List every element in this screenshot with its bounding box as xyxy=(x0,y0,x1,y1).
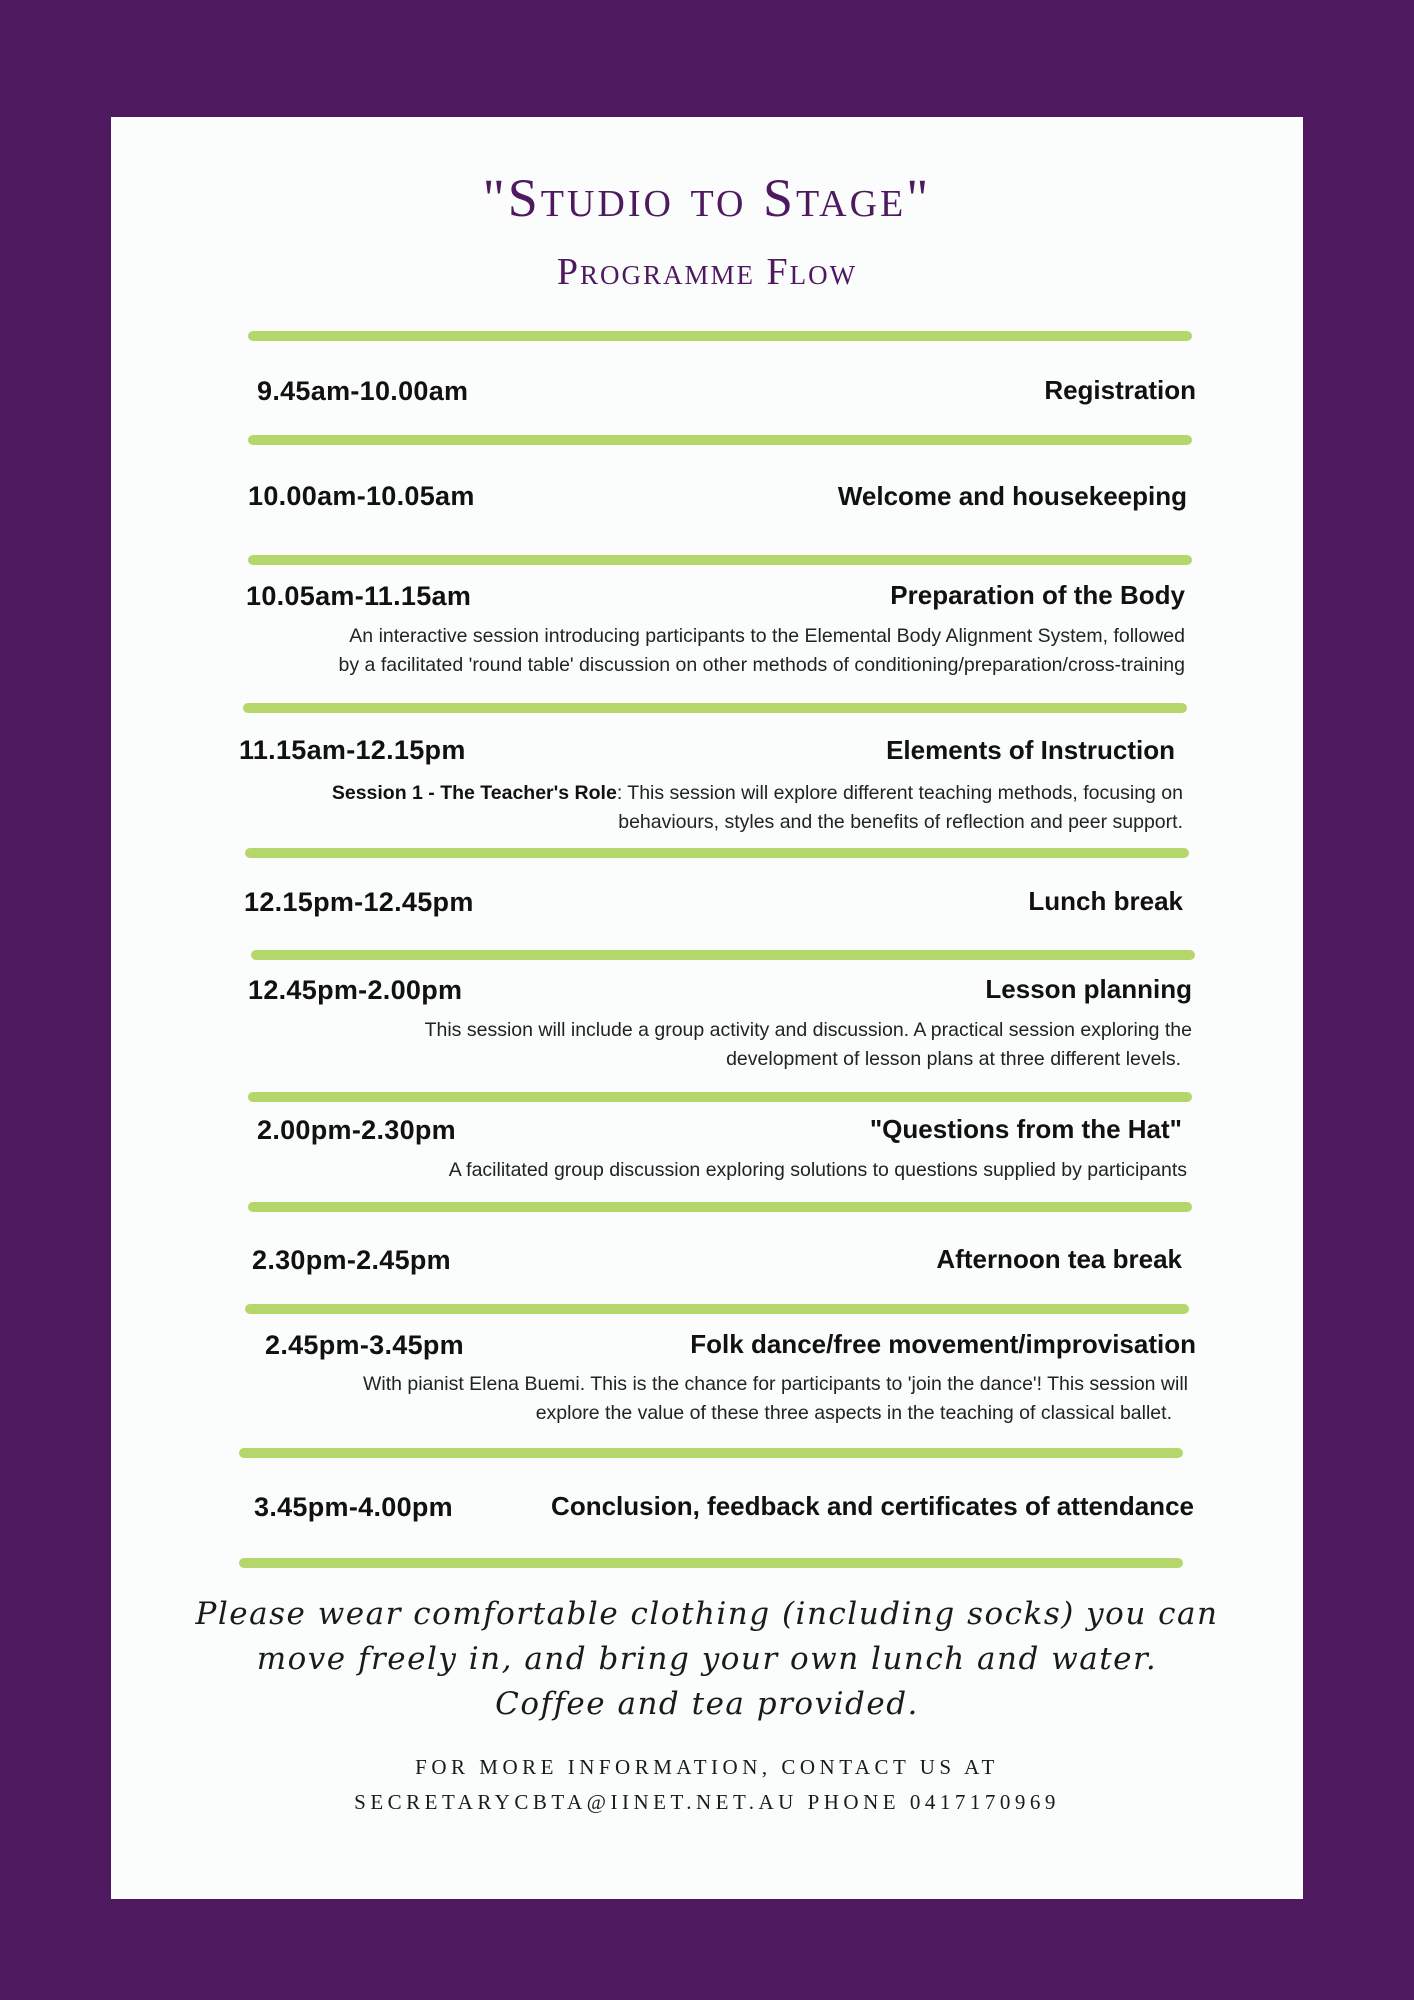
schedule-event: Lesson planning xyxy=(985,974,1192,1004)
divider xyxy=(245,1304,1189,1314)
note-line: move freely in, and bring your own lunch and water. xyxy=(256,1641,1158,1677)
contact-info xyxy=(111,1750,1303,1820)
contact-email-phone: SECRETARYCBTA@IINET.NET.AU PHONE 0417170969 xyxy=(354,1790,1060,1814)
note-line: Coffee and tea provided. xyxy=(495,1686,919,1722)
note-line: Please wear comfortable clothing (including socks) you can xyxy=(195,1596,1219,1632)
session-title: Session 1 - The Teacher's Role xyxy=(331,782,617,804)
schedule-time: 9.45am-10.00am xyxy=(257,376,469,406)
schedule-event: Afternoon tea break xyxy=(936,1244,1182,1274)
schedule-event: Folk dance/free movement/improvisation xyxy=(690,1329,1196,1359)
divider xyxy=(248,331,1192,341)
schedule-description xyxy=(449,1156,1187,1185)
schedule-event: "Questions from the Hat" xyxy=(869,1114,1182,1144)
divider xyxy=(245,848,1189,858)
description-line: An interactive session introducing participants to the Elemental Body Alignment System, followed xyxy=(349,625,1185,647)
schedule-description xyxy=(339,622,1185,680)
schedule-time: 11.15am-12.15pm xyxy=(239,735,466,765)
schedule-time: 10.00am-10.05am xyxy=(248,481,475,511)
schedule-description xyxy=(425,1016,1192,1074)
schedule-event: Elements of Instruction xyxy=(886,735,1175,765)
description-line: behaviours, styles and the benefits of reflection and peer support. xyxy=(618,811,1183,833)
divider xyxy=(239,1448,1183,1458)
divider xyxy=(243,703,1187,713)
divider xyxy=(239,1558,1183,1568)
divider xyxy=(248,435,1192,445)
schedule-time: 3.45pm-4.00pm xyxy=(254,1492,453,1522)
schedule-time: 12.45pm-2.00pm xyxy=(248,975,463,1005)
schedule-event: Welcome and housekeeping xyxy=(837,481,1187,511)
divider xyxy=(251,950,1195,960)
schedule-event: Conclusion, feedback and certificates of attendance xyxy=(551,1491,1194,1521)
contact-line: FOR MORE INFORMATION, CONTACT US AT xyxy=(415,1755,999,1779)
description-line: With pianist Elena Buemi. This is the chance for participants to 'join the dance'! This session will xyxy=(362,1373,1188,1395)
description-text: : This session will explore different teaching methods, focusing on xyxy=(616,782,1183,804)
description-line: This session will include a group activity and discussion. A practical session exploring the xyxy=(424,1019,1192,1041)
schedule-time: 2.30pm-2.45pm xyxy=(252,1245,451,1275)
schedule-time: 2.45pm-3.45pm xyxy=(265,1330,464,1360)
description-line: explore the value of these three aspects in the teaching of classical ballet. xyxy=(535,1402,1172,1424)
description-line: by a facilitated 'round table' discussion on other methods of conditioning/preparation/cross-training xyxy=(338,654,1185,676)
divider xyxy=(248,555,1192,565)
schedule-event: Registration xyxy=(1044,375,1196,405)
description-line xyxy=(332,779,1183,808)
attendance-note xyxy=(111,1592,1303,1727)
divider xyxy=(248,1092,1192,1102)
schedule-event: Lunch break xyxy=(1028,886,1183,916)
schedule-time: 12.15pm-12.45pm xyxy=(244,887,474,917)
schedule-time: 10.05am-11.15am xyxy=(246,581,472,611)
schedule-description xyxy=(363,1370,1188,1428)
schedule-time: 2.00pm-2.30pm xyxy=(257,1115,456,1145)
programme-card xyxy=(111,117,1303,1899)
page-subtitle: Programme Flow xyxy=(556,251,858,293)
divider xyxy=(248,1202,1192,1212)
description-line: development of lesson plans at three different levels. xyxy=(726,1048,1181,1070)
schedule-description xyxy=(332,779,1183,837)
page-title: "Studio to Stage" xyxy=(482,168,932,228)
schedule-event: Preparation of the Body xyxy=(890,580,1185,610)
description-line: A facilitated group discussion exploring solutions to questions supplied by participants xyxy=(448,1159,1187,1181)
